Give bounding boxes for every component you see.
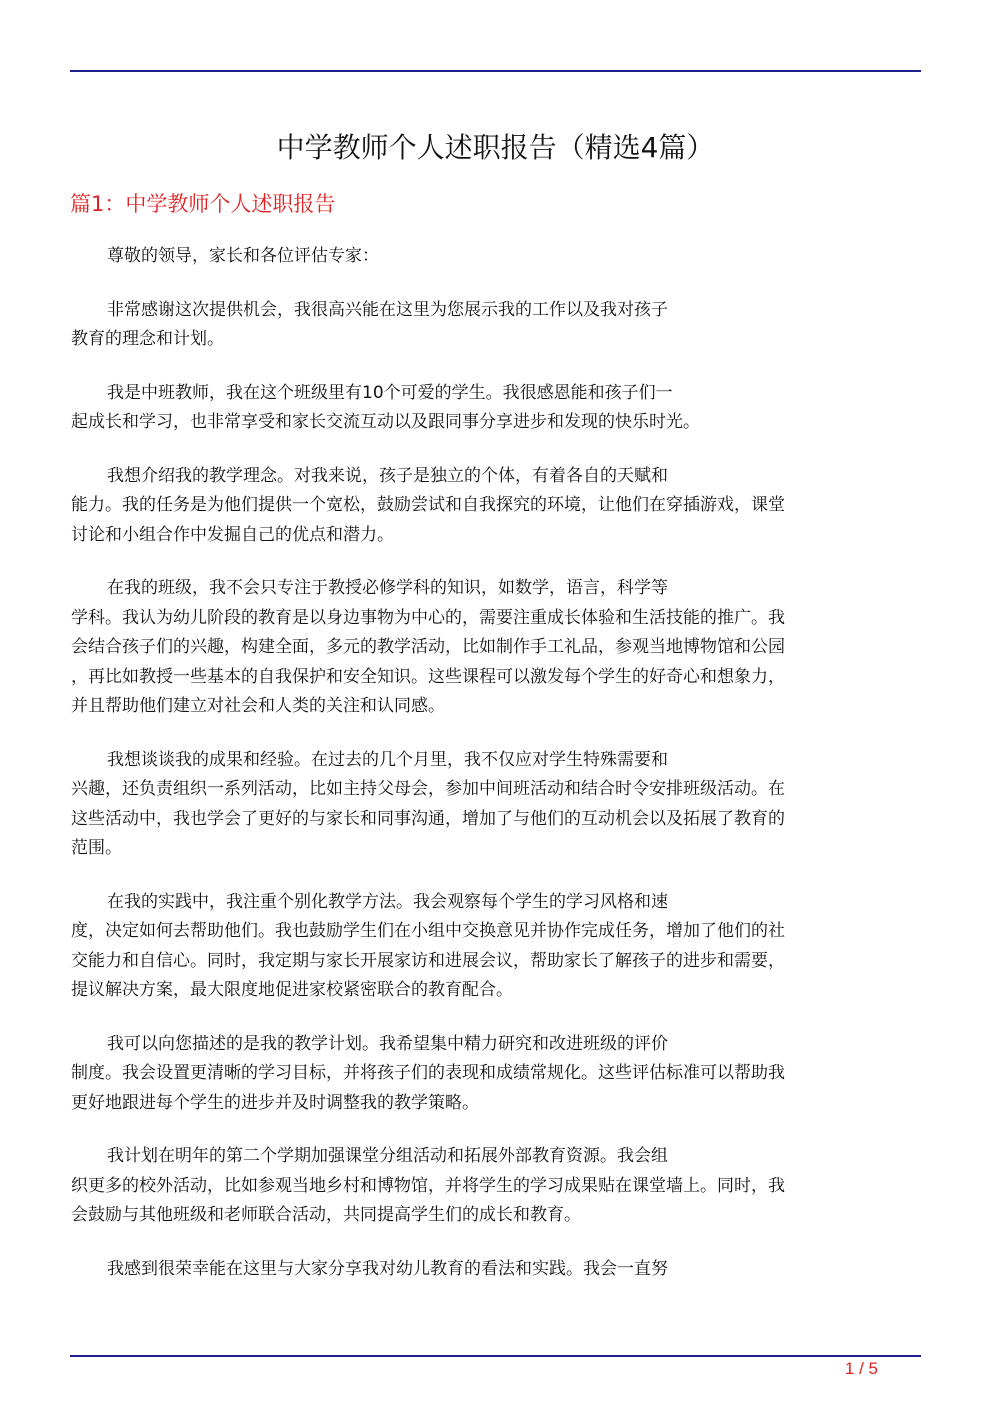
paragraph xyxy=(71,574,921,722)
paragraph xyxy=(71,888,921,1006)
paragraph-line: 非常感谢这次提供机会，我很高兴能在这里为您展示我的工作以及我对孩子 xyxy=(107,299,668,320)
paragraph-line: 我感到很荣幸能在这里与大家分享我对幼儿教育的看法和实践。我会一直努 xyxy=(107,1258,668,1279)
paragraph-line: 制度。我会设置更清晰的学习目标，并将孩子们的表现和成绩常规化。这些评估标准可以帮助我 xyxy=(71,1063,785,1083)
paragraph-line: 交能力和自信心。同时，我定期与家长开展家访和进展会议，帮助家长了解孩子的进步和需要， xyxy=(71,950,785,971)
paragraph-line: 会结合孩子们的兴趣，构建全面，多元的教学活动，比如制作手工礼品，参观当地博物馆和公园 xyxy=(71,637,785,657)
paragraph xyxy=(71,1142,921,1231)
paragraph-line: 起成长和学习，也非常享受和家长交流互动以及跟同事分享进步和发现的快乐时光。 xyxy=(71,412,700,432)
paragraph-line: 并且帮助他们建立对社会和人类的关注和认同感。 xyxy=(71,696,445,716)
paragraph xyxy=(71,242,921,272)
document-body xyxy=(71,242,921,1308)
paragraph-line: 在我的实践中，我注重个别化教学方法。我会观察每个学生的学习风格和速 xyxy=(107,891,668,912)
footer-rule xyxy=(70,1355,921,1357)
paragraph-line: 我计划在明年的第二个学期加强课堂分组活动和拓展外部教育资源。我会组 xyxy=(107,1146,668,1166)
paragraph-line: 织更多的校外活动，比如参观当地乡村和博物馆，并将学生的学习成果贴在课堂墙上。同时，我 xyxy=(71,1175,785,1196)
section-heading: 篇1：中学教师个人述职报告 xyxy=(70,192,336,216)
paragraph xyxy=(71,379,921,438)
paragraph-line: 会鼓励与其他班级和老师联合活动，共同提高学生们的成长和教育。 xyxy=(71,1205,581,1225)
paragraph-line: 学科。我认为幼儿阶段的教育是以身边事物为中心的，需要注重成长体验和生活技能的推广。我 xyxy=(71,607,785,628)
header-rule xyxy=(70,70,921,72)
paragraph-line: 提议解决方案，最大限度地促进家校紧密联合的教育配合。 xyxy=(71,980,513,1000)
page-number: 1 / 5 xyxy=(844,1359,878,1378)
paragraph xyxy=(71,462,921,551)
paragraph-line: 尊敬的领导，家长和各位评估专家： xyxy=(107,246,379,266)
document-title: 中学教师个人述职报告（精选4篇） xyxy=(276,131,715,164)
paragraph xyxy=(71,296,921,355)
paragraph-line: ，再比如教授一些基本的自我保护和安全知识。这些课程可以激发每个学生的好奇心和想象力， xyxy=(71,666,785,687)
paragraph-line: 我可以向您描述的是我的教学计划。我希望集中精力研究和改进班级的评价 xyxy=(107,1033,668,1054)
paragraph xyxy=(71,1030,921,1119)
paragraph-line: 教育的理念和计划。 xyxy=(71,329,224,349)
paragraph-line: 讨论和小组合作中发掘自己的优点和潜力。 xyxy=(71,524,394,545)
paragraph-line: 我是中班教师，我在这个班级里有10个可爱的学生。我很感恩能和孩子们一 xyxy=(107,382,673,403)
paragraph-line: 更好地跟进每个学生的进步并及时调整我的教学策略。 xyxy=(71,1092,479,1113)
paragraph xyxy=(71,1255,921,1285)
paragraph-line: 能力。我的任务是为他们提供一个宽松，鼓励尝试和自我探究的环境，让他们在穿插游戏，课堂 xyxy=(71,495,785,515)
paragraph-line: 范围。 xyxy=(71,838,122,858)
paragraph-line: 度，决定如何去帮助他们。我也鼓励学生们在小组中交换意见并协作完成任务，增加了他们的社 xyxy=(71,921,785,941)
paragraph-line: 这些活动中，我也学会了更好的与家长和同事沟通，增加了与他们的互动机会以及拓展了教育的 xyxy=(71,808,785,829)
paragraph-line: 兴趣，还负责组织一系列活动，比如主持父母会，参加中间班活动和结合时令安排班级活动。在 xyxy=(71,779,785,799)
paragraph xyxy=(71,746,921,864)
paragraph-line: 我想谈谈我的成果和经验。在过去的几个月里，我不仅应对学生特殊需要和 xyxy=(107,749,668,770)
paragraph-line: 我想介绍我的教学理念。对我来说，孩子是独立的个体，有着各自的天赋和 xyxy=(107,465,668,486)
paragraph-line: 在我的班级，我不会只专注于教授必修学科的知识，如数学，语言，科学等 xyxy=(107,578,668,598)
